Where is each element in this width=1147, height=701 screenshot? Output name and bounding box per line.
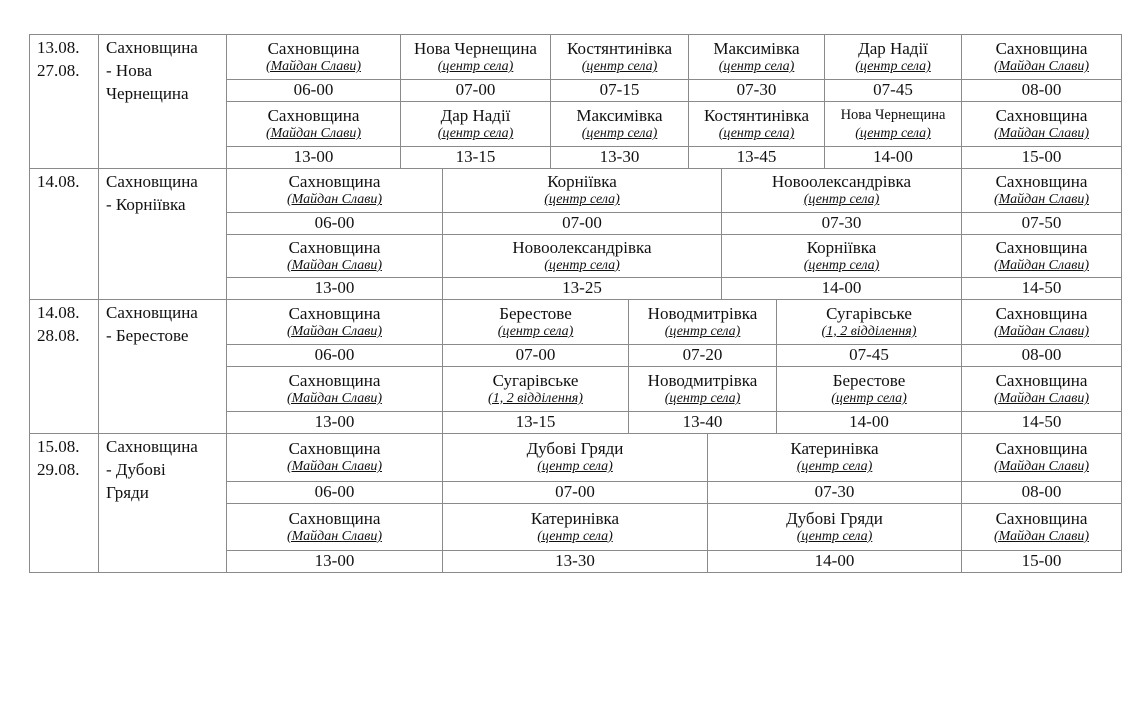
departure-time: 15-00 — [961, 550, 1122, 573]
route-name — [98, 168, 227, 300]
stop-cell — [226, 101, 401, 147]
stop-cell — [226, 366, 443, 412]
stop-cell — [226, 168, 443, 213]
stop-location: (Майдан Слави) — [993, 459, 1089, 475]
departure-time: 08-00 — [961, 344, 1122, 367]
stop-cell — [442, 168, 722, 213]
route-name-line: Сахновщина — [106, 172, 198, 191]
route-name-line: Сахновщина — [106, 38, 198, 57]
route-name-line: Сахновщина — [106, 303, 198, 322]
departure-time: 06-00 — [226, 344, 443, 367]
stop-cell — [550, 101, 689, 147]
stop-name: Сахновщина — [995, 39, 1088, 58]
route-date: 15.08. — [37, 437, 80, 456]
route-name — [98, 433, 227, 573]
route-name — [98, 34, 227, 169]
route-name-line: - Нова — [106, 61, 153, 80]
stop-location: (центр села) — [855, 59, 931, 74]
stop-cell — [628, 299, 777, 345]
stop-location: (1, 2 відділення) — [488, 391, 583, 406]
stop-name: Новоолександрівка — [512, 237, 652, 257]
stop-name: Максимівка — [713, 39, 800, 58]
stop-location: (Майдан Слави) — [286, 391, 382, 406]
stop-cell — [226, 34, 401, 80]
stop-cell — [721, 234, 962, 279]
stop-cell — [707, 503, 962, 552]
stop-name: Сахновщина — [995, 237, 1088, 257]
stop-location: (Майдан Слави) — [993, 528, 1089, 544]
stop-cell — [961, 168, 1122, 213]
stop-name: Дубові Гряди — [786, 508, 883, 528]
stop-name: Корніївка — [806, 237, 877, 257]
stop-cell — [226, 433, 443, 482]
departure-time: 08-00 — [961, 481, 1122, 504]
departure-time: 07-30 — [688, 79, 825, 102]
stop-cell — [628, 366, 777, 412]
stop-name: Дар Надії — [440, 106, 511, 125]
route-name-line: Чернещина — [106, 84, 189, 103]
stop-cell — [961, 34, 1122, 80]
departure-time: 14-50 — [961, 411, 1122, 434]
stop-location: (центр села) — [796, 528, 873, 544]
departure-time: 13-00 — [226, 550, 443, 573]
stop-cell — [226, 299, 443, 345]
departure-time: 07-45 — [824, 79, 962, 102]
stop-location: (центр села) — [537, 528, 613, 544]
departure-time: 14-50 — [961, 277, 1122, 300]
stop-name: Сахновщина — [995, 172, 1088, 192]
stop-cell — [776, 366, 962, 412]
departure-time: 13-15 — [442, 411, 629, 434]
stop-name: Нова Чернещина — [840, 107, 946, 123]
stop-location: (центр села) — [581, 126, 658, 141]
stop-cell — [824, 34, 962, 80]
departure-time: 07-20 — [628, 344, 777, 367]
departure-time: 14-00 — [776, 411, 962, 434]
stop-location: (Майдан Слави) — [993, 126, 1089, 141]
route-date: 14.08. — [37, 303, 80, 322]
stop-name: Дубові Гряди — [526, 439, 624, 459]
stop-name: Сахновщина — [995, 371, 1088, 390]
stop-name: Корніївка — [547, 172, 617, 192]
stop-location: (Майдан Слави) — [286, 324, 382, 339]
stop-location: (1, 2 відділення) — [821, 324, 917, 339]
departure-time: 13-00 — [226, 277, 443, 300]
stop-location: (центр села) — [831, 391, 907, 406]
stop-cell — [688, 34, 825, 80]
route-date: 14.08. — [37, 172, 80, 191]
stop-location: (центр села) — [544, 257, 620, 273]
stop-name: Берестове — [499, 304, 572, 323]
route-date: 28.08. — [37, 326, 80, 345]
route-name-line: - Дубові — [106, 460, 166, 479]
departure-time: 07-00 — [442, 481, 708, 504]
stop-location: (центр села) — [664, 324, 741, 339]
departure-time: 07-30 — [707, 481, 962, 504]
stop-name: Сугарівське — [492, 371, 579, 390]
route-dates — [29, 168, 99, 300]
route-date: 27.08. — [37, 61, 80, 80]
stop-name: Берестове — [832, 371, 906, 390]
route-dates — [29, 433, 99, 573]
departure-time: 15-00 — [961, 146, 1122, 169]
stop-location: (центр села) — [803, 257, 880, 273]
stop-location: (центр села) — [718, 59, 795, 74]
stop-location: (Майдан Слави) — [286, 192, 382, 208]
stop-name: Максимівка — [576, 106, 663, 125]
departure-time: 07-00 — [442, 344, 629, 367]
stop-cell — [400, 34, 551, 80]
bus-schedule-table — [29, 34, 1122, 573]
route-date: 29.08. — [37, 460, 80, 479]
stop-name: Сахновщина — [267, 39, 360, 58]
stop-cell — [824, 101, 962, 147]
route-name — [98, 299, 227, 434]
route-name-line: - Корніївка — [106, 195, 186, 214]
stop-name: Сахновщина — [995, 508, 1088, 528]
stop-location: (центр села) — [544, 192, 620, 208]
departure-time: 13-00 — [226, 146, 401, 169]
stop-cell — [226, 503, 443, 552]
stop-location: (центр села) — [537, 459, 613, 475]
stop-cell — [961, 503, 1122, 552]
departure-time: 07-45 — [776, 344, 962, 367]
stop-name: Сахновщина — [288, 439, 381, 459]
stop-location: (центр села) — [497, 324, 574, 339]
departure-time: 13-30 — [442, 550, 708, 573]
stop-location: (центр села) — [855, 126, 931, 141]
stop-location: (центр села) — [718, 126, 795, 141]
stop-name: Новодмитрівка — [647, 371, 758, 390]
stop-name: Сахновщина — [288, 371, 381, 390]
route-name-line: - Берестове — [106, 326, 189, 345]
departure-time: 08-00 — [961, 79, 1122, 102]
stop-cell — [442, 366, 629, 412]
stop-location: (Майдан Слави) — [286, 528, 382, 544]
stop-location: (Майдан Слави) — [265, 126, 361, 141]
stop-location: (Майдан Слави) — [993, 257, 1089, 273]
stop-cell — [688, 101, 825, 147]
stop-name: Сахновщина — [995, 439, 1088, 459]
stop-location: (Майдан Слави) — [286, 459, 382, 475]
stop-cell — [961, 366, 1122, 412]
departure-time: 06-00 — [226, 212, 443, 235]
departure-time: 07-50 — [961, 212, 1122, 235]
stop-name: Сахновщина — [288, 172, 381, 192]
route-dates — [29, 299, 99, 434]
stop-cell — [776, 299, 962, 345]
stop-name: Сахновщина — [267, 106, 360, 125]
stop-location: (центр села) — [581, 59, 658, 74]
departure-time: 13-15 — [400, 146, 551, 169]
departure-time: 13-30 — [550, 146, 689, 169]
stop-cell — [721, 168, 962, 213]
stop-location: (Майдан Слави) — [993, 59, 1089, 74]
stop-location: (Майдан Слави) — [993, 324, 1089, 339]
stop-name: Сахновщина — [288, 304, 381, 323]
stop-name: Катеринівка — [790, 439, 879, 459]
departure-time: 06-00 — [226, 481, 443, 504]
stop-name: Нова Чернещина — [414, 39, 537, 58]
stop-cell — [442, 234, 722, 279]
stop-cell — [442, 299, 629, 345]
stop-location: (центр села) — [664, 391, 741, 406]
stop-cell — [400, 101, 551, 147]
departure-time: 07-30 — [721, 212, 962, 235]
departure-time: 07-15 — [550, 79, 689, 102]
stop-location: (центр села) — [437, 126, 514, 141]
stop-name: Сахновщина — [995, 106, 1088, 125]
route-dates — [29, 34, 99, 169]
stop-name: Сугарівське — [826, 304, 912, 323]
departure-time: 06-00 — [226, 79, 401, 102]
stop-cell — [961, 433, 1122, 482]
departure-time: 07-00 — [442, 212, 722, 235]
departure-time: 13-45 — [688, 146, 825, 169]
stop-location: (Майдан Слави) — [286, 257, 382, 273]
stop-location: (центр села) — [796, 459, 873, 475]
departure-time: 14-00 — [721, 277, 962, 300]
route-name-line: Сахновщина — [106, 437, 198, 456]
stop-cell — [961, 234, 1122, 279]
stop-cell — [226, 234, 443, 279]
stop-location: (Майдан Слави) — [993, 192, 1089, 208]
stop-name: Костянтинівка — [703, 106, 809, 125]
stop-cell — [442, 503, 708, 552]
stop-name: Новоолександрівка — [771, 172, 912, 192]
stop-name: Костянтинівка — [566, 39, 672, 58]
stop-cell — [961, 299, 1122, 345]
stop-cell — [707, 433, 962, 482]
route-name-line: Гряди — [106, 483, 149, 502]
stop-location: (центр села) — [437, 59, 514, 74]
stop-location: (Майдан Слави) — [265, 59, 361, 74]
departure-time: 13-40 — [628, 411, 777, 434]
stop-name: Сахновщина — [288, 237, 381, 257]
stop-location: (центр села) — [803, 192, 880, 208]
stop-cell — [550, 34, 689, 80]
departure-time: 14-00 — [707, 550, 962, 573]
route-date: 13.08. — [37, 38, 80, 57]
stop-name: Новодмитрівка — [647, 304, 758, 323]
departure-time: 13-25 — [442, 277, 722, 300]
stop-name: Сахновщина — [995, 304, 1088, 323]
stop-cell — [442, 433, 708, 482]
departure-time: 07-00 — [400, 79, 551, 102]
departure-time: 14-00 — [824, 146, 962, 169]
departure-time: 13-00 — [226, 411, 443, 434]
stop-name: Сахновщина — [288, 508, 381, 528]
stop-name: Дар Надії — [858, 39, 928, 58]
stop-cell — [961, 101, 1122, 147]
stop-name: Катеринівка — [530, 508, 620, 528]
stop-location: (Майдан Слави) — [993, 391, 1089, 406]
